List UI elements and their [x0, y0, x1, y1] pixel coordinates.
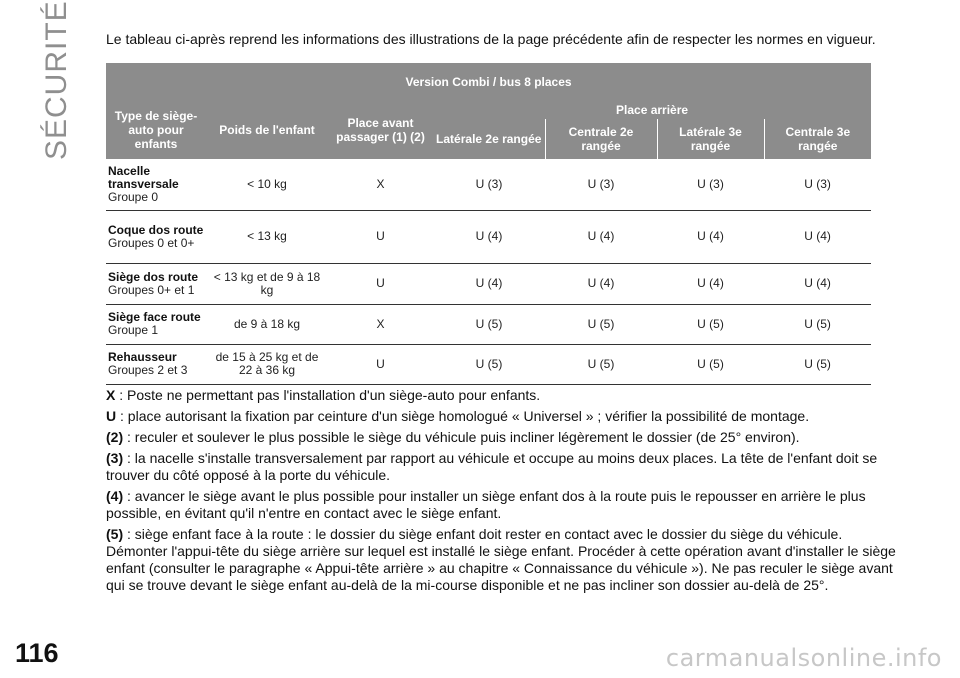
- rear-cell: U (4): [433, 263, 545, 304]
- front-cell: U: [328, 210, 433, 263]
- seat-type-name: Siège dos route: [108, 269, 199, 284]
- weight-cell: < 13 kg et de 9 à 18 kg: [206, 263, 328, 304]
- page-number: 116: [15, 638, 59, 668]
- rear-cell: U (3): [433, 159, 545, 210]
- note-text: : siège enfant face à la route : le dossier du siège enfant doit rester en contact avec le dossier du siège du véhicule. Démonter l'appui-tête du siège arrière sur lequel est installé le siège enfant. Procéder à cette opération avant d'installer le siège enfant (consulter le paragraphe « Appui-tête arrière » au chapitre « Connaissance du véhicule »). Ne pas reculer le siège avant qui se trouve devant le siège enfant au-delà de la mi-course disponible et ne pas incliner son dossier au-delà de 25°.: [106, 526, 896, 593]
- seat-type-group: Groupes 0 et 0+: [108, 235, 195, 250]
- weight-cell: de 15 à 25 kg et de 22 à 36 kg: [206, 344, 328, 384]
- column-header-weight: Poids de l'enfant: [206, 101, 328, 159]
- front-cell: U: [328, 263, 433, 304]
- rear-cell: U (5): [433, 344, 545, 384]
- column-header-rear-lat-2: Latérale 2e rangée: [433, 119, 545, 159]
- rear-cell: U (3): [764, 159, 871, 210]
- note-key: (4): [106, 488, 124, 504]
- rear-cell: U (5): [433, 304, 545, 344]
- rear-cell: U (3): [545, 159, 657, 210]
- rear-cell: U (5): [764, 304, 871, 344]
- note-3: [106, 450, 896, 484]
- rear-cell: U (4): [657, 263, 764, 304]
- seat-type-group: Groupe 1: [108, 323, 159, 337]
- seat-type-name: Rehausseur: [108, 350, 177, 364]
- rear-cell: U (5): [764, 344, 871, 384]
- column-header-rear: Place arrière: [433, 101, 871, 119]
- seat-type-cell: [106, 344, 206, 384]
- seat-type-cell: [106, 159, 206, 210]
- rear-cell: U (5): [545, 344, 657, 384]
- note-u: [106, 408, 896, 425]
- rear-cell: U (5): [657, 304, 764, 344]
- watermark: carmanualsonline.info: [665, 644, 942, 672]
- note-2: [106, 429, 896, 446]
- note-text: : avancer le siège avant le plus possible pour installer un siège enfant dos à la route puis le repousser en arrière le plus possible, en évitant qu'il n'entre en contact avec le siège enfant.: [106, 488, 866, 521]
- seat-type-group: Groupes 0+ et 1: [108, 282, 195, 297]
- seat-type-cell: [106, 304, 206, 344]
- front-cell: X: [328, 159, 433, 210]
- weight-cell: de 9 à 18 kg: [206, 304, 328, 344]
- rear-cell: U (4): [545, 210, 657, 263]
- seat-type-name: Coque dos route: [108, 222, 204, 237]
- note-key: (2): [106, 429, 124, 445]
- rear-cell: U (4): [433, 210, 545, 263]
- rear-cell: U (4): [657, 210, 764, 263]
- note-text: : place autorisant la fixation par ceinture d'un siège homologué « Universel » ; vérifier la possibilité de montage.: [116, 408, 810, 424]
- rear-cell: U (4): [545, 263, 657, 304]
- seat-type-group: Groupes 2 et 3: [108, 363, 188, 377]
- column-header-rear-lat-3: Latérale 3e rangée: [657, 119, 764, 159]
- seat-type-name: Nacelle transversale: [108, 163, 179, 191]
- rear-cell: U (5): [657, 344, 764, 384]
- version-header: Version Combi / bus 8 places: [106, 63, 871, 101]
- column-header-front: Place avant passager (1) (2): [328, 101, 433, 159]
- rear-cell: U (5): [545, 304, 657, 344]
- weight-cell: < 10 kg: [206, 159, 328, 210]
- child-seat-table: [106, 63, 871, 385]
- front-cell: U: [328, 344, 433, 384]
- table-row: [106, 159, 871, 210]
- seat-type-cell: [106, 263, 206, 304]
- rear-cell: U (4): [764, 263, 871, 304]
- note-key: (5): [106, 526, 124, 542]
- table-row: [106, 304, 871, 344]
- rear-cell: U (4): [764, 210, 871, 263]
- note-key: U: [106, 408, 117, 424]
- note-5: [106, 526, 896, 594]
- seat-type-name: Siège face route: [108, 310, 201, 324]
- seat-type-group: Groupe 0: [108, 189, 159, 204]
- notes-section: [106, 387, 896, 598]
- column-header-type: Type de siège-auto pour enfants: [106, 101, 206, 159]
- column-header-rear-cent-3: Centrale 3e rangée: [764, 119, 871, 159]
- note-text: : reculer et soulever le plus possible le siège du véhicule puis incliner légèrement le dossier (de 25° environ).: [123, 429, 800, 445]
- note-x: [106, 387, 896, 404]
- note-text: : Poste ne permettant pas l'installation d'un siège-auto pour enfants.: [115, 387, 541, 403]
- table-row: [106, 344, 871, 384]
- note-text: : la nacelle s'installe transversalement par rapport au véhicule et occupe au moins deux places. La tête de l'enfant doit se trouver du côté opposé à la porte du véhicule.: [106, 450, 878, 483]
- table-header-row: [106, 101, 871, 119]
- table-row: [106, 263, 871, 304]
- note-key: X: [106, 387, 116, 403]
- column-header-rear-cent-2: Centrale 2e rangée: [545, 119, 657, 159]
- front-cell: X: [328, 304, 433, 344]
- note-4: [106, 488, 896, 522]
- rear-cell: U (3): [657, 159, 764, 210]
- table-header-row: [106, 63, 871, 101]
- note-key: (3): [106, 450, 124, 466]
- intro-text: Le tableau ci-après reprend les informations des illustrations de la page précédente afin de respecter les normes en vigueur.: [106, 31, 876, 47]
- table-row: [106, 210, 871, 263]
- weight-cell: < 13 kg: [206, 210, 328, 263]
- seat-type-cell: [106, 210, 206, 263]
